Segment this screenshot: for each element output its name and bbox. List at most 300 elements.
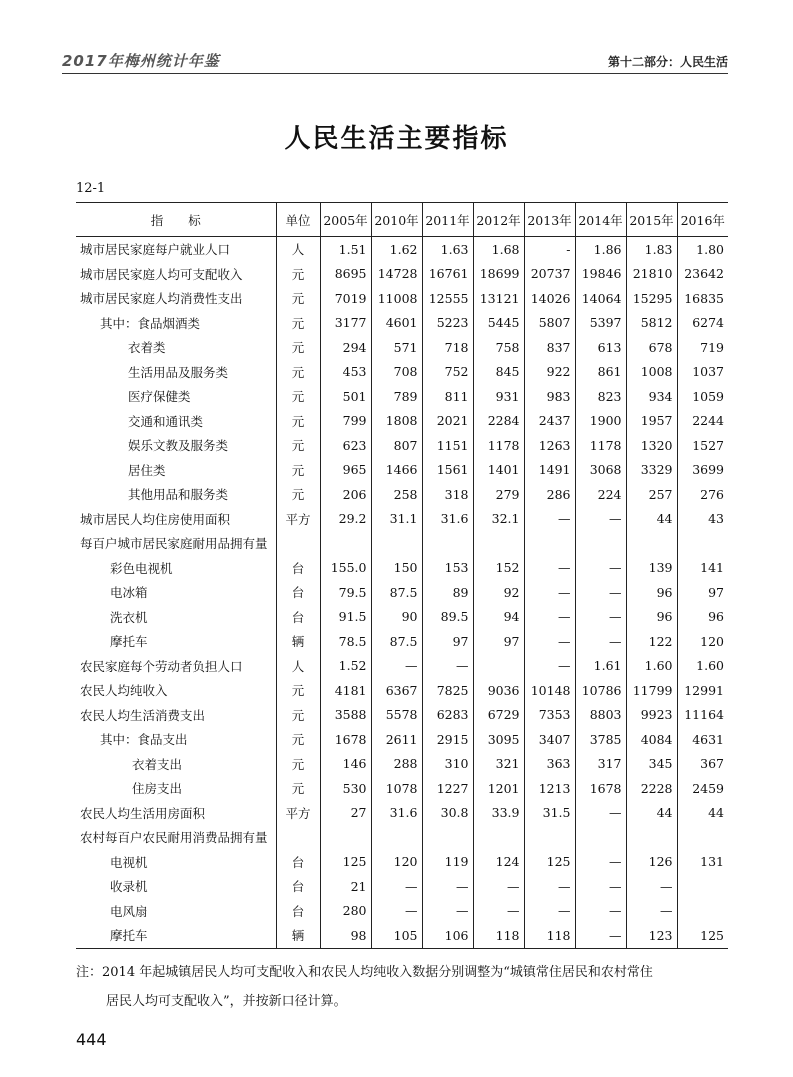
- table-number: 12-1: [76, 181, 106, 196]
- value-cell: 10148: [524, 678, 575, 703]
- value-cell: 1.52: [320, 654, 371, 679]
- value-cell: 97: [473, 629, 524, 654]
- value-cell: 11799: [626, 678, 677, 703]
- value-cell: 8695: [320, 262, 371, 287]
- table-row: [76, 433, 728, 458]
- value-cell: 206: [320, 482, 371, 507]
- value-cell: 3177: [320, 311, 371, 336]
- value-cell: —: [473, 874, 524, 899]
- table-row: [76, 752, 728, 777]
- value-cell: 837: [524, 335, 575, 360]
- value-cell: 1900: [575, 409, 626, 434]
- value-cell: —: [422, 874, 473, 899]
- note-line: 注：2014 年起城镇居民人均可支配收入和农民人均纯收入数据分别调整为“城镇常住居民和农村常住: [76, 965, 653, 980]
- value-cell: 1527: [677, 433, 728, 458]
- value-cell: 118: [524, 923, 575, 948]
- value-cell: 983: [524, 384, 575, 409]
- value-cell: 1.86: [575, 237, 626, 262]
- indicator-name: 衣着支出: [132, 756, 183, 772]
- value-cell: 11164: [677, 703, 728, 728]
- value-cell: 1078: [371, 776, 422, 801]
- unit-cell: 人: [276, 654, 320, 679]
- value-cell: 124: [473, 850, 524, 875]
- value-cell: 139: [626, 556, 677, 581]
- value-cell: [473, 654, 524, 679]
- unit-cell: 元: [276, 678, 320, 703]
- value-cell: 3095: [473, 727, 524, 752]
- value-cell: 276: [677, 482, 728, 507]
- value-cell: 16835: [677, 286, 728, 311]
- column-header: 2005年: [320, 203, 371, 237]
- value-cell: —: [422, 899, 473, 924]
- value-cell: 5223: [422, 311, 473, 336]
- value-cell: [677, 825, 728, 850]
- value-cell: 823: [575, 384, 626, 409]
- unit-cell: 元: [276, 482, 320, 507]
- value-cell: 1151: [422, 433, 473, 458]
- value-cell: 31.6: [371, 801, 422, 826]
- value-cell: 1201: [473, 776, 524, 801]
- table-row: [76, 237, 728, 262]
- value-cell: 105: [371, 923, 422, 948]
- value-cell: 2437: [524, 409, 575, 434]
- table-row: [76, 482, 728, 507]
- value-cell: [524, 825, 575, 850]
- column-header: 2016年: [677, 203, 728, 237]
- value-cell: [626, 825, 677, 850]
- unit-cell: 元: [276, 703, 320, 728]
- table-row: [76, 874, 728, 899]
- value-cell: —: [371, 874, 422, 899]
- value-cell: 4084: [626, 727, 677, 752]
- unit-cell: 元: [276, 458, 320, 483]
- value-cell: 92: [473, 580, 524, 605]
- value-cell: [677, 531, 728, 556]
- yearbook-title: 2017年梅州统计年鉴: [62, 52, 220, 70]
- value-cell: 286: [524, 482, 575, 507]
- value-cell: 2611: [371, 727, 422, 752]
- value-cell: 6367: [371, 678, 422, 703]
- value-cell: 89: [422, 580, 473, 605]
- indicator-name: 收录机: [110, 879, 148, 895]
- value-cell: 4601: [371, 311, 422, 336]
- value-cell: 98: [320, 923, 371, 948]
- value-cell: 21810: [626, 262, 677, 287]
- value-cell: 120: [371, 850, 422, 875]
- value-cell: 318: [422, 482, 473, 507]
- value-cell: —: [422, 654, 473, 679]
- value-cell: 845: [473, 360, 524, 385]
- value-cell: 317: [575, 752, 626, 777]
- value-cell: 2915: [422, 727, 473, 752]
- value-cell: 931: [473, 384, 524, 409]
- value-cell: 131: [677, 850, 728, 875]
- value-cell: —: [524, 629, 575, 654]
- table-row: [76, 654, 728, 679]
- value-cell: [677, 899, 728, 924]
- note-line: 居民人均可支配收入”，并按新口径计算。: [106, 994, 347, 1009]
- value-cell: 4631: [677, 727, 728, 752]
- value-cell: 2244: [677, 409, 728, 434]
- value-cell: 23642: [677, 262, 728, 287]
- value-cell: —: [626, 899, 677, 924]
- value-cell: 1.63: [422, 237, 473, 262]
- value-cell: 2284: [473, 409, 524, 434]
- value-cell: 44: [626, 507, 677, 532]
- unit-cell: 辆: [276, 629, 320, 654]
- unit-cell: 元: [276, 776, 320, 801]
- indicator-name: 农民人均生活消费支出: [80, 707, 206, 723]
- value-cell: 1.62: [371, 237, 422, 262]
- value-cell: 7825: [422, 678, 473, 703]
- value-cell: 97: [422, 629, 473, 654]
- value-cell: —: [575, 923, 626, 948]
- value-cell: 1466: [371, 458, 422, 483]
- indicator-name: 其中：食品烟酒类: [100, 315, 201, 331]
- column-header: 2010年: [371, 203, 422, 237]
- column-header: 2013年: [524, 203, 575, 237]
- value-cell: 18699: [473, 262, 524, 287]
- value-cell: —: [575, 580, 626, 605]
- value-cell: 752: [422, 360, 473, 385]
- value-cell: 126: [626, 850, 677, 875]
- value-cell: [473, 531, 524, 556]
- table-row: [76, 311, 728, 336]
- indicator-name: 娱乐文教及服务类: [128, 438, 229, 454]
- value-cell: 125: [320, 850, 371, 875]
- value-cell: 453: [320, 360, 371, 385]
- value-cell: 258: [371, 482, 422, 507]
- value-cell: 155.0: [320, 556, 371, 581]
- value-cell: 799: [320, 409, 371, 434]
- value-cell: 719: [677, 335, 728, 360]
- value-cell: 31.5: [524, 801, 575, 826]
- unit-cell: 台: [276, 580, 320, 605]
- value-cell: 91.5: [320, 605, 371, 630]
- value-cell: 6274: [677, 311, 728, 336]
- unit-cell: 平方: [276, 507, 320, 532]
- value-cell: 807: [371, 433, 422, 458]
- indicator-name: 住房支出: [132, 781, 183, 797]
- table-row: [76, 678, 728, 703]
- value-cell: 87.5: [371, 580, 422, 605]
- value-cell: [677, 874, 728, 899]
- unit-cell: 元: [276, 409, 320, 434]
- value-cell: 16761: [422, 262, 473, 287]
- value-cell: 10786: [575, 678, 626, 703]
- value-cell: 1401: [473, 458, 524, 483]
- table-row: [76, 605, 728, 630]
- value-cell: [626, 531, 677, 556]
- value-cell: 2228: [626, 776, 677, 801]
- table-row: [76, 580, 728, 605]
- indicator-name: 城市居民家庭每户就业人口: [80, 242, 231, 258]
- value-cell: 1.60: [626, 654, 677, 679]
- value-cell: —: [524, 654, 575, 679]
- value-cell: 3699: [677, 458, 728, 483]
- table-row: [76, 629, 728, 654]
- value-cell: 3588: [320, 703, 371, 728]
- value-cell: 678: [626, 335, 677, 360]
- value-cell: —: [371, 899, 422, 924]
- value-cell: 8803: [575, 703, 626, 728]
- value-cell: 79.5: [320, 580, 371, 605]
- header-rule: [62, 73, 728, 74]
- value-cell: —: [575, 556, 626, 581]
- value-cell: 1059: [677, 384, 728, 409]
- value-cell: 1.60: [677, 654, 728, 679]
- table-row: [76, 409, 728, 434]
- value-cell: 32.1: [473, 507, 524, 532]
- value-cell: 97: [677, 580, 728, 605]
- value-cell: 1037: [677, 360, 728, 385]
- value-cell: —: [473, 899, 524, 924]
- value-cell: [371, 531, 422, 556]
- indicator-name: 电视机: [110, 854, 148, 870]
- value-cell: 3329: [626, 458, 677, 483]
- value-cell: 96: [626, 605, 677, 630]
- value-cell: 123: [626, 923, 677, 948]
- value-cell: 6729: [473, 703, 524, 728]
- indicator-name: 城市居民人均住房使用面积: [80, 511, 231, 527]
- value-cell: 78.5: [320, 629, 371, 654]
- value-cell: 29.2: [320, 507, 371, 532]
- running-header: [62, 50, 728, 72]
- value-cell: [422, 531, 473, 556]
- unit-cell: 辆: [276, 923, 320, 948]
- indicator-name: 衣着类: [128, 340, 166, 356]
- indicator-name: 电风扇: [110, 903, 148, 919]
- value-cell: [473, 825, 524, 850]
- indicator-name: 其中：食品支出: [100, 732, 188, 748]
- value-cell: 14728: [371, 262, 422, 287]
- value-cell: 14026: [524, 286, 575, 311]
- value-cell: [320, 531, 371, 556]
- value-cell: 27: [320, 801, 371, 826]
- table-row: [76, 850, 728, 875]
- value-cell: —: [524, 556, 575, 581]
- indicator-name: 生活用品及服务类: [128, 364, 229, 380]
- value-cell: 3407: [524, 727, 575, 752]
- unit-cell: [276, 531, 320, 556]
- value-cell: 12555: [422, 286, 473, 311]
- indicator-name: 洗衣机: [110, 609, 148, 625]
- unit-cell: 元: [276, 752, 320, 777]
- value-cell: -: [524, 237, 575, 262]
- value-cell: 30.8: [422, 801, 473, 826]
- value-cell: 21: [320, 874, 371, 899]
- value-cell: 571: [371, 335, 422, 360]
- value-cell: 1008: [626, 360, 677, 385]
- value-cell: 12991: [677, 678, 728, 703]
- value-cell: —: [575, 605, 626, 630]
- table-row: [76, 825, 728, 850]
- value-cell: 13121: [473, 286, 524, 311]
- value-cell: —: [524, 899, 575, 924]
- value-cell: 1491: [524, 458, 575, 483]
- unit-cell: 元: [276, 311, 320, 336]
- unit-cell: 台: [276, 556, 320, 581]
- value-cell: 1178: [575, 433, 626, 458]
- indicator-name: 交通和通讯类: [128, 413, 204, 429]
- value-cell: 257: [626, 482, 677, 507]
- value-cell: 31.1: [371, 507, 422, 532]
- value-cell: 9036: [473, 678, 524, 703]
- value-cell: 1678: [575, 776, 626, 801]
- value-cell: 1.80: [677, 237, 728, 262]
- value-cell: 1.61: [575, 654, 626, 679]
- indicator-name: 农民人均生活用房面积: [80, 805, 206, 821]
- value-cell: 5578: [371, 703, 422, 728]
- section-title: 第十二部分：人民生活: [607, 55, 728, 69]
- unit-cell: 元: [276, 262, 320, 287]
- value-cell: [575, 531, 626, 556]
- unit-cell: 台: [276, 605, 320, 630]
- value-cell: 2021: [422, 409, 473, 434]
- indicator-name: 摩托车: [76, 923, 276, 948]
- table-row: [76, 531, 728, 556]
- value-cell: 5397: [575, 311, 626, 336]
- value-cell: 861: [575, 360, 626, 385]
- value-cell: 2459: [677, 776, 728, 801]
- value-cell: 613: [575, 335, 626, 360]
- value-cell: 125: [677, 923, 728, 948]
- value-cell: 1178: [473, 433, 524, 458]
- value-cell: 501: [320, 384, 371, 409]
- table-note: [76, 958, 732, 1016]
- value-cell: 224: [575, 482, 626, 507]
- unit-cell: [276, 825, 320, 850]
- indicator-name: 城市居民家庭人均可支配收入: [80, 266, 243, 282]
- value-cell: 294: [320, 335, 371, 360]
- indicator-name: 其他用品和服务类: [128, 487, 229, 503]
- value-cell: 89.5: [422, 605, 473, 630]
- value-cell: 150: [371, 556, 422, 581]
- value-cell: 1957: [626, 409, 677, 434]
- value-cell: —: [575, 507, 626, 532]
- value-cell: 1213: [524, 776, 575, 801]
- value-cell: —: [575, 874, 626, 899]
- table-header-row: [76, 203, 728, 237]
- value-cell: 1678: [320, 727, 371, 752]
- indicator-name: 摩托车: [110, 634, 148, 650]
- value-cell: 14064: [575, 286, 626, 311]
- value-cell: 279: [473, 482, 524, 507]
- value-cell: 5812: [626, 311, 677, 336]
- table-row: [76, 458, 728, 483]
- indicator-name: 医疗保健类: [128, 389, 191, 405]
- unit-cell: 平方: [276, 801, 320, 826]
- value-cell: 363: [524, 752, 575, 777]
- value-cell: 288: [371, 752, 422, 777]
- value-cell: 96: [626, 580, 677, 605]
- value-cell: 3785: [575, 727, 626, 752]
- value-cell: 922: [524, 360, 575, 385]
- indicator-name: 农民家庭每个劳动者负担人口: [80, 658, 243, 674]
- table-row: [76, 703, 728, 728]
- value-cell: 90: [371, 605, 422, 630]
- column-header: 2012年: [473, 203, 524, 237]
- value-cell: 1227: [422, 776, 473, 801]
- value-cell: 1.68: [473, 237, 524, 262]
- table-row: [76, 384, 728, 409]
- column-header: 2014年: [575, 203, 626, 237]
- unit-cell: 元: [276, 360, 320, 385]
- table-row: [76, 335, 728, 360]
- value-cell: 4181: [320, 678, 371, 703]
- value-cell: 965: [320, 458, 371, 483]
- value-cell: —: [371, 654, 422, 679]
- value-cell: 141: [677, 556, 728, 581]
- table-row: [76, 899, 728, 924]
- value-cell: 94: [473, 605, 524, 630]
- value-cell: 934: [626, 384, 677, 409]
- table-row: [76, 776, 728, 801]
- value-cell: 345: [626, 752, 677, 777]
- table-row: [76, 507, 728, 532]
- value-cell: 96: [677, 605, 728, 630]
- value-cell: 623: [320, 433, 371, 458]
- value-cell: 6283: [422, 703, 473, 728]
- value-cell: 7019: [320, 286, 371, 311]
- unit-cell: 元: [276, 433, 320, 458]
- value-cell: —: [626, 874, 677, 899]
- value-cell: [422, 825, 473, 850]
- value-cell: 708: [371, 360, 422, 385]
- value-cell: 146: [320, 752, 371, 777]
- value-cell: 280: [320, 899, 371, 924]
- value-cell: —: [575, 801, 626, 826]
- value-cell: 44: [626, 801, 677, 826]
- value-cell: 310: [422, 752, 473, 777]
- value-cell: 122: [626, 629, 677, 654]
- value-cell: 1320: [626, 433, 677, 458]
- page-number: 444: [76, 1030, 107, 1049]
- value-cell: 33.9: [473, 801, 524, 826]
- value-cell: —: [524, 580, 575, 605]
- value-cell: 367: [677, 752, 728, 777]
- unit-cell: 人: [276, 237, 320, 262]
- column-header: 2011年: [422, 203, 473, 237]
- indicator-name: 每百户城市居民家庭耐用品拥有量: [80, 536, 268, 552]
- value-cell: 3068: [575, 458, 626, 483]
- indicator-name: 农村每百户农民耐用消费品拥有量: [80, 830, 268, 846]
- column-header: 2015年: [626, 203, 677, 237]
- unit-cell: 台: [276, 850, 320, 875]
- unit-cell: 元: [276, 335, 320, 360]
- value-cell: 789: [371, 384, 422, 409]
- value-cell: 1.51: [320, 237, 371, 262]
- value-cell: 11008: [371, 286, 422, 311]
- table-row: [76, 262, 728, 287]
- value-cell: 19846: [575, 262, 626, 287]
- value-cell: 811: [422, 384, 473, 409]
- indicator-name: 城市居民家庭人均消费性支出: [80, 291, 243, 307]
- unit-cell: 元: [276, 384, 320, 409]
- unit-cell: 元: [276, 727, 320, 752]
- value-cell: [320, 825, 371, 850]
- unit-cell: 台: [276, 874, 320, 899]
- indicators-table: [76, 202, 728, 949]
- indicator-name: 彩色电视机: [110, 560, 173, 576]
- value-cell: 106: [422, 923, 473, 948]
- value-cell: 1808: [371, 409, 422, 434]
- table-row: [76, 801, 728, 826]
- value-cell: [371, 825, 422, 850]
- value-cell: —: [575, 850, 626, 875]
- indicator-name: 电冰箱: [110, 585, 148, 601]
- value-cell: —: [575, 629, 626, 654]
